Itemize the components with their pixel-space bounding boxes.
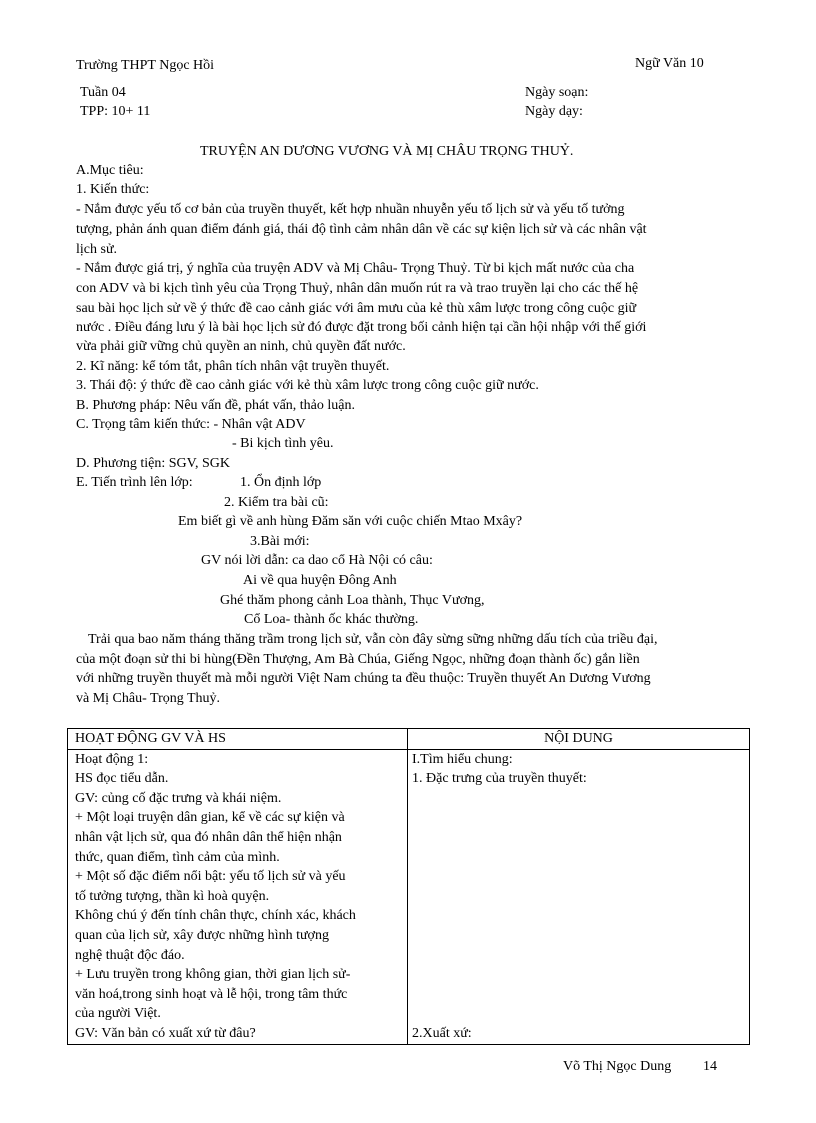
body-line: tượng, phản ánh quan điểm đánh giá, thái độ tình cảm nhân dân về các sự kiện lịch sử và các nhân vật — [76, 222, 647, 237]
date-taught-label: Ngày dạy: — [525, 104, 583, 119]
body-line: B. Phương pháp: Nêu vấn đề, phát vấn, thảo luận. — [76, 398, 355, 413]
activity-cell — [68, 749, 408, 1044]
table-row: I.Tìm hiểu chung: — [412, 751, 513, 767]
table-row: + Một loại truyện dân gian, kể về các sự kiện và — [75, 810, 345, 826]
body-line: D. Phương tiện: SGV, SGK — [76, 456, 230, 471]
table-row: quan của lịch sử, xây được những hình tượng — [75, 927, 329, 943]
table-row: + Một số đặc điểm nổi bật: yếu tố lịch sử và yếu — [75, 869, 346, 885]
body-line: 1. Ổn định lớp — [240, 475, 322, 490]
table-row: Hoạt động 1: — [75, 751, 149, 767]
lesson-table — [67, 728, 750, 1045]
table-row: + Lưu truyền trong không gian, thời gian lịch sử- — [75, 967, 351, 983]
body-line: C. Trọng tâm kiến thức: - Nhân vật ADV — [76, 417, 306, 432]
paragraph-line: với những truyền thuyết mà mỗi người Việt Nam chúng ta đều thuộc: Truyền thuyết An Dương Vương — [76, 671, 651, 686]
table-header-content: NỘI DUNG — [408, 729, 750, 750]
table-row: Không chú ý đến tính chân thực, chính xác, khách — [75, 908, 356, 924]
body-line: 3. Thái độ: ý thức đề cao cảnh giác với kẻ thù xâm lược trong công cuộc giữ nước. — [76, 378, 539, 393]
table-row: 2.Xuất xứ: — [412, 1025, 472, 1041]
body-line: vừa phải giữ vững chủ quyền an ninh, chủ quyền đất nước. — [76, 339, 406, 354]
section-heading: A.Mục tiêu: — [76, 163, 144, 178]
body-line: 2. Kĩ năng: kể tóm tắt, phân tích nhân vật truyền thuyết. — [76, 359, 390, 374]
table-row: thức, quan điểm, tình cảm của mình. — [75, 849, 280, 865]
poem-line: Ai về qua huyện Đông Anh — [243, 573, 397, 588]
table-row: của người Việt. — [75, 1006, 161, 1022]
body-line: 2. Kiểm tra bài cũ: — [224, 495, 329, 510]
table-row: GV: củng cố đặc trưng và khái niệm. — [75, 790, 282, 806]
body-line: nước . Điều đáng lưu ý là bài học lịch sử đó được đặt trong bối cảnh hiện tại cần hội nhập với thế giới — [76, 320, 647, 335]
table-row: GV: Văn bản có xuất xứ từ đâu? — [75, 1025, 256, 1041]
body-line: con ADV và bi kịch tình yêu của Trọng Thuỷ, nhân dân muốn rút ra và trao truyền lại cho các thế hệ — [76, 281, 639, 296]
table-row: nhân vật lịch sử, qua đó nhân dân thể hiện nhận — [75, 829, 342, 845]
content-cell — [408, 749, 750, 1044]
poem-line: Ghé thăm phong cảnh Loa thành, Thục Vương, — [220, 593, 485, 608]
school-name: Trường THPT Ngọc Hồi — [76, 58, 215, 73]
week-label: Tuần 04 — [80, 85, 126, 100]
paragraph-line: Trải qua bao năm tháng thăng trầm trong lịch sử, vẫn còn đây sừng sững những dấu tích của triều đại, — [88, 632, 658, 647]
page-number: 14 — [703, 1059, 717, 1074]
table-row: tố tưởng tượng, thần kì hoà quyện. — [75, 888, 270, 904]
table-row: văn hoá,trong sinh hoạt và lễ hội, trong tâm thức — [75, 986, 348, 1002]
body-line: E. Tiến trình lên lớp: — [76, 475, 193, 490]
body-line: 3.Bài mới: — [250, 534, 310, 549]
body-line: sau bài học lịch sử về ý thức đề cao cảnh giác với âm mưu của kẻ thù xâm lược trong công cuộc giữ — [76, 301, 637, 316]
footer-author: Võ Thị Ngọc Dung — [563, 1059, 672, 1074]
paragraph-line: của một đoạn sử thi bi hùng(Đền Thượng, Am Bà Chúa, Giếng Ngọc, những đoạn thành ốc) gắn liền — [76, 652, 640, 667]
date-prepared-label: Ngày soạn: — [525, 85, 589, 100]
body-line: lịch sử. — [76, 242, 118, 257]
body-line: - Nắm được yếu tố cơ bản của truyền thuyết, kết hợp nhuần nhuyễn yếu tố lịch sử và yếu tố tưởng — [76, 202, 625, 217]
body-line: - Bi kịch tình yêu. — [232, 436, 334, 451]
table-row: HS đọc tiểu dẫn. — [75, 771, 169, 787]
table-row: nghệ thuật độc đáo. — [75, 947, 185, 963]
body-line: GV nói lời dẫn: ca dao cổ Hà Nội có câu: — [201, 553, 433, 568]
paragraph-line: và Mị Châu- Trọng Thuỷ. — [76, 691, 221, 706]
page-title: TRUYỆN AN DƯƠNG VƯƠNG VÀ MỊ CHÂU TRỌNG THUỶ. — [200, 144, 574, 159]
body-line: - Nắm được giá trị, ý nghĩa của truyện ADV và Mị Châu- Trọng Thuỷ. Từ bi kịch mất nước của cha — [76, 261, 635, 276]
tpp-label: TPP: 10+ 11 — [80, 104, 151, 119]
poem-line: Cổ Loa- thành ốc khác thường. — [244, 612, 419, 627]
table-header-activity: HOẠT ĐỘNG GV VÀ HS — [68, 729, 408, 750]
body-line: 1. Kiến thức: — [76, 182, 150, 197]
table-row: 1. Đặc trưng của truyền thuyết: — [412, 771, 587, 787]
body-line: Em biết gì về anh hùng Đăm săn với cuộc chiến Mtao Mxây? — [178, 514, 523, 529]
subject-name: Ngữ Văn 10 — [635, 56, 704, 71]
